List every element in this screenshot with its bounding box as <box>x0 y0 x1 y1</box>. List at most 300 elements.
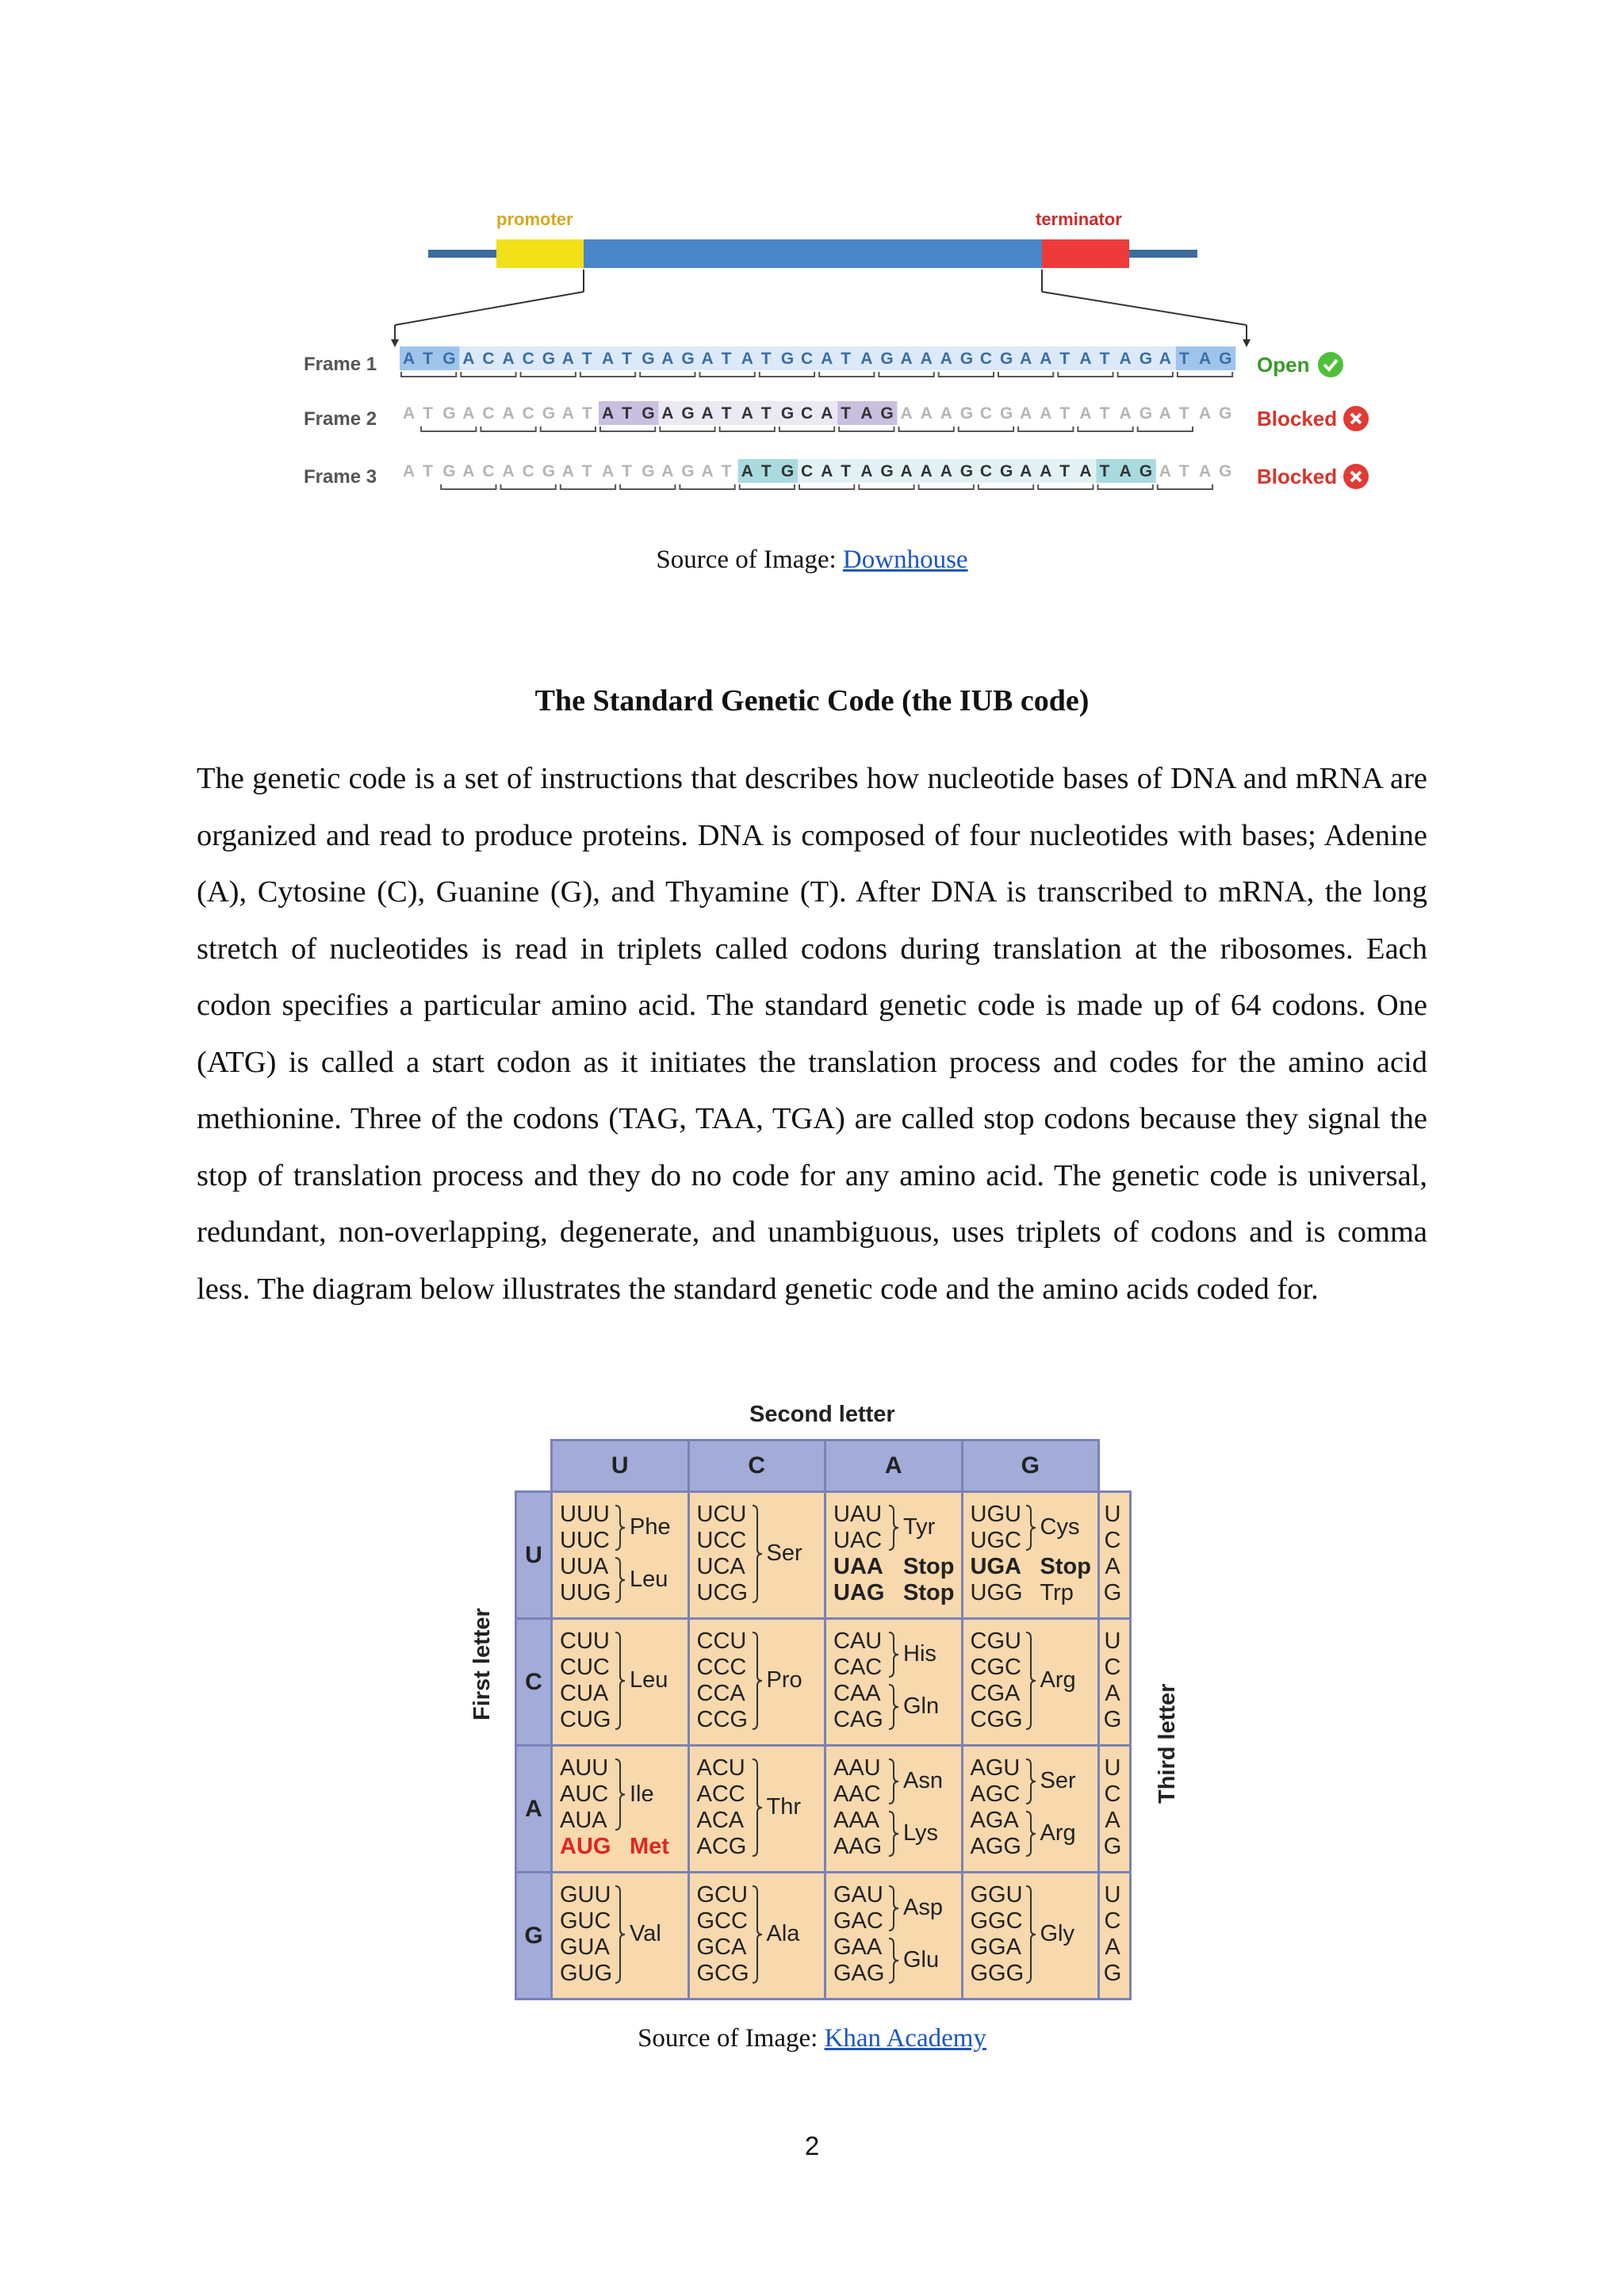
terminator-label: terminator <box>1036 209 1122 229</box>
codon-bracket <box>401 372 456 377</box>
nucleotide: C <box>482 462 495 480</box>
amino-acid-label: His <box>903 1641 936 1667</box>
nucleotide: A <box>661 350 674 368</box>
codon-bracket <box>501 484 556 489</box>
figure1-caption <box>0 545 1624 575</box>
nucleotide: A <box>1020 404 1032 423</box>
brace-icon <box>751 1632 767 1730</box>
nucleotide: A <box>403 404 416 423</box>
amino-acid-label: Stop <box>903 1554 955 1579</box>
nucleotide: G <box>959 462 974 480</box>
nucleotide: A <box>502 462 515 480</box>
page-number: 2 <box>804 2131 820 2160</box>
nucleotide: T <box>721 350 732 368</box>
nucleotide: C <box>522 462 534 480</box>
nucleotide: A <box>920 404 933 423</box>
codon-label: GGC <box>970 1908 1023 1934</box>
codon-label: CGA <box>970 1681 1021 1706</box>
nucleotide: C <box>482 404 495 423</box>
codon-label: CGC <box>970 1655 1021 1680</box>
amino-acid-label: Stop <box>903 1580 955 1605</box>
nucleotide: G <box>542 462 556 480</box>
codon-label: GUA <box>560 1934 610 1960</box>
nucleotide: T <box>622 350 632 368</box>
codon-label: GGA <box>970 1934 1021 1960</box>
nucleotide: A <box>1159 462 1171 480</box>
nucleotide: G <box>880 462 894 480</box>
amino-acid-label: Cys <box>1040 1514 1080 1540</box>
amino-acid-label: Lys <box>903 1820 939 1846</box>
nucleotide: G <box>642 404 655 423</box>
nucleotide: C <box>979 350 993 368</box>
amino-acid-label: Phe <box>630 1514 671 1540</box>
codon-label: CUA <box>560 1681 609 1706</box>
frame-2-status: Blocked <box>1257 407 1338 430</box>
codon-label: AUC <box>560 1781 609 1807</box>
codon-label: GAA <box>833 1934 883 1960</box>
third-letter-label: G <box>1103 1961 1122 1986</box>
nucleotide: A <box>403 462 416 480</box>
codon-label: CUG <box>560 1707 611 1732</box>
codon-label: AAA <box>833 1808 880 1833</box>
nucleotide: A <box>1119 462 1132 480</box>
nucleotide: G <box>1139 350 1153 368</box>
second-letter-label: Second letter <box>749 1402 895 1427</box>
nucleotide: A <box>860 350 873 368</box>
third-letter-label: U <box>1104 1882 1121 1908</box>
open-check-icon <box>1316 350 1348 382</box>
third-letter-label: A <box>1105 1681 1120 1706</box>
nucleotide: G <box>681 462 695 480</box>
nucleotide: A <box>403 350 416 368</box>
codon-bracket <box>1058 372 1113 377</box>
nucleotide: T <box>721 462 732 480</box>
codon-bracket <box>1118 372 1173 377</box>
codon-bracket <box>620 484 675 489</box>
codon-label: UCC <box>696 1528 747 1553</box>
nucleotide: G <box>642 350 655 368</box>
codon-label: UGC <box>970 1528 1021 1553</box>
brace-icon <box>614 1505 630 1551</box>
nucleotide: G <box>1139 404 1153 423</box>
nucleotide: T <box>622 462 632 480</box>
nucleotide: G <box>442 350 456 368</box>
codon-bracket <box>660 427 714 431</box>
codon-label: AAG <box>833 1834 883 1859</box>
codon-label: GUU <box>560 1882 611 1908</box>
amino-acid-label: Glu <box>903 1947 940 1973</box>
codon-label: CAG <box>833 1707 883 1732</box>
codon-bracket <box>959 427 1013 431</box>
codon-bracket <box>561 484 615 489</box>
nucleotide: G <box>1000 404 1013 423</box>
nucleotide: T <box>423 404 433 423</box>
codon-label: AAC <box>833 1781 881 1807</box>
first-letter-label: First letter <box>469 1608 495 1720</box>
nucleotide: A <box>1199 462 1212 480</box>
nucleotide: A <box>940 462 952 480</box>
codon-label: UAG <box>833 1580 885 1605</box>
nucleotide: A <box>502 350 515 368</box>
codon-label: UUC <box>560 1528 610 1553</box>
nucleotide: A <box>821 350 833 368</box>
second-letter-header: G <box>961 1439 1101 1493</box>
nucleotide: C <box>979 462 993 480</box>
brace-icon <box>887 1758 903 1804</box>
frame-2-label: Frame 2 <box>304 408 377 430</box>
nucleotide: G <box>959 404 974 423</box>
nucleotide: T <box>423 350 433 368</box>
nucleotide: T <box>622 404 632 423</box>
nucleotide: A <box>661 462 674 480</box>
nucleotide: A <box>860 462 873 480</box>
nucleotide: C <box>979 404 993 423</box>
nucleotide: T <box>1099 404 1110 423</box>
codon-label: GCG <box>696 1961 749 1986</box>
brace-icon <box>1025 1811 1040 1857</box>
nucleotide: T <box>841 350 852 368</box>
khan-academy-link[interactable]: Khan Academy <box>824 2024 986 2053</box>
codon-label: ACG <box>696 1834 747 1859</box>
brace-icon <box>887 1505 903 1551</box>
codon-bracket <box>640 372 695 377</box>
frame-3-status: Blocked <box>1257 465 1338 488</box>
brace-icon <box>1025 1632 1040 1730</box>
nucleotide: A <box>1079 462 1092 480</box>
amino-acid-label: Gly <box>1040 1921 1074 1946</box>
nucleotide: T <box>1099 462 1110 480</box>
amino-acid-label: Leu <box>630 1667 668 1693</box>
nucleotide: A <box>701 404 714 423</box>
nucleotide: T <box>1178 404 1189 423</box>
amino-acid-label: Ile <box>630 1781 654 1807</box>
nucleotide: A <box>462 462 475 480</box>
brace-icon <box>1025 1885 1040 1984</box>
third-letter-label: C <box>1104 1908 1121 1934</box>
codon-bracket <box>1038 484 1093 489</box>
codon-label: CCU <box>696 1628 747 1654</box>
nucleotide: A <box>1199 350 1212 368</box>
codon-bracket <box>879 372 933 377</box>
amino-acid-label: Ser <box>766 1540 802 1566</box>
codon-bracket <box>799 484 854 489</box>
brace-icon <box>614 1885 630 1984</box>
codon-label: AUA <box>560 1808 607 1833</box>
caption-prefix: Source of Image: <box>638 2024 825 2053</box>
nucleotide: T <box>841 404 852 423</box>
codon-label: AUG <box>560 1834 611 1859</box>
nucleotide: G <box>681 350 695 368</box>
first-letter-header: A <box>515 1744 553 1873</box>
third-letter-label: C <box>1104 1781 1121 1807</box>
codon-bracket <box>521 372 576 377</box>
nucleotide: A <box>701 350 714 368</box>
promoter-region <box>496 239 584 268</box>
amino-acid-label: Arg <box>1040 1667 1076 1693</box>
nucleotide: A <box>1040 350 1052 368</box>
codon-label: AGA <box>970 1808 1019 1833</box>
codon-bracket <box>1018 427 1073 431</box>
nucleotide: A <box>602 462 615 480</box>
codon-bracket <box>441 484 496 489</box>
nucleotide: T <box>1059 462 1071 480</box>
codon-label: CCG <box>696 1707 748 1732</box>
codon-bracket <box>839 427 894 431</box>
promoter-label: promoter <box>496 209 573 229</box>
codon-label: CCA <box>696 1681 745 1706</box>
nucleotide: C <box>522 404 534 423</box>
codon-label: UCG <box>696 1580 748 1605</box>
brace-icon <box>614 1632 630 1730</box>
codon-label: CCC <box>696 1655 747 1680</box>
nucleotide: G <box>1219 350 1232 368</box>
terminator-region <box>1042 239 1129 268</box>
codon-bracket <box>899 427 954 431</box>
brace-icon <box>887 1632 903 1678</box>
third-letter-label: G <box>1103 1580 1122 1605</box>
nucleotide: A <box>940 404 952 423</box>
codon-label: AGG <box>970 1834 1021 1859</box>
nucleotide: A <box>1159 350 1171 368</box>
codon-label: GUG <box>560 1961 613 1986</box>
codon-bracket <box>1078 427 1132 431</box>
nucleotide: G <box>1000 462 1013 480</box>
nucleotide: G <box>880 350 894 368</box>
gene-diagram <box>0 0 1624 555</box>
nucleotide: T <box>1059 350 1071 368</box>
codon-label: GCA <box>696 1934 747 1960</box>
codon-bracket <box>1138 427 1193 431</box>
codon-label: UGA <box>970 1554 1021 1579</box>
section-title: The Standard Genetic Code (the IUB code) <box>534 684 1090 718</box>
codon-bracket <box>819 372 874 377</box>
nucleotide: C <box>522 350 534 368</box>
amino-acid-label: Ala <box>766 1921 800 1946</box>
nucleotide: G <box>442 404 456 423</box>
nucleotide: C <box>801 404 814 423</box>
codon-bracket <box>760 372 814 377</box>
brace-icon <box>614 1557 630 1603</box>
codon-bracket <box>421 427 476 431</box>
nucleotide: A <box>860 404 873 423</box>
nucleotide: G <box>681 404 695 423</box>
codon-bracket <box>680 484 734 489</box>
amino-acid-label: Asp <box>903 1895 943 1920</box>
amino-acid-label: Tyr <box>903 1514 936 1540</box>
amino-acid-label: Thr <box>766 1794 801 1820</box>
nucleotide: A <box>940 350 952 368</box>
nucleotide: A <box>502 404 515 423</box>
third-letter-label: A <box>1105 1554 1120 1579</box>
third-letter-label: U <box>1104 1755 1121 1781</box>
codon-label: UGU <box>970 1502 1021 1527</box>
codon-bracket <box>779 427 834 431</box>
frame-1-status: Open <box>1257 353 1310 377</box>
nucleotide: A <box>1119 350 1132 368</box>
codon-label: ACA <box>696 1808 745 1833</box>
codon-label: CAA <box>833 1681 881 1706</box>
body-paragraph: The genetic code is a set of instructions that describes how nucleotide bases of DNA and mRNA are organized and read to produce proteins. DNA is composed of four nucleotides with bases; Adenine (A), Cytosine (C), Guanine (G), and Thyamine (T). After DNA is transcribed to mRNA, the long stretch of nucleotides is read in triplets called codons during translation at the ribosomes. Each codon specifies a particular amino acid. The standard genetic code is made up of 64 codons. One (ATG) is called a start codon as it initiates the translation process and codes for the amino acid methionine. Three of the codons (TAG, TAA, TGA) are called stop codons because they signal the stop of translation process and they do no code for any amino acid. The genetic code is universal, redundant, non-overlapping, degenerate, and unambiguous, uses triplets of codons and is comma less. The diagram below illustrates the standard genetic code and the amino acids coded for. <box>197 762 1427 1306</box>
coding-region <box>584 239 1042 268</box>
codon-label: UUA <box>560 1554 609 1579</box>
nucleotide: G <box>542 404 556 423</box>
nucleotide: G <box>780 350 795 368</box>
codon-label: UAA <box>833 1554 883 1579</box>
codon-label: CAU <box>833 1628 883 1654</box>
codon-bracket <box>481 427 535 431</box>
frame-1-label: Frame 1 <box>304 354 377 375</box>
nucleotide: T <box>760 462 772 480</box>
nucleotide: A <box>1159 404 1171 423</box>
nucleotide: T <box>721 404 732 423</box>
codon-bracket <box>700 372 755 377</box>
codon-label: AGC <box>970 1781 1021 1807</box>
nucleotide: G <box>880 404 894 423</box>
codon-label: GUC <box>560 1908 611 1934</box>
amino-acid-label: Met <box>630 1834 669 1859</box>
blocked-x-icon <box>1342 462 1373 494</box>
nucleotide: C <box>801 462 814 480</box>
nucleotide: A <box>1040 404 1052 423</box>
nucleotide: T <box>423 462 433 480</box>
codon-label: CGG <box>970 1707 1023 1732</box>
codon-label: UUG <box>560 1580 611 1605</box>
third-letter-label: C <box>1104 1655 1121 1680</box>
nucleotide: G <box>1139 462 1153 480</box>
nucleotide: A <box>1199 404 1212 423</box>
nucleotide: G <box>780 462 795 480</box>
third-letter-label: U <box>1104 1502 1121 1527</box>
second-letter-header: U <box>550 1439 690 1493</box>
nucleotide: A <box>602 404 615 423</box>
nucleotide: A <box>602 350 615 368</box>
third-letter-label: A <box>1105 1934 1120 1960</box>
second-letter-header: C <box>688 1439 827 1493</box>
codon-bracket <box>740 484 795 489</box>
codon-label: UUU <box>560 1502 610 1527</box>
codon-label: AGU <box>970 1755 1021 1781</box>
codon-bracket <box>859 484 914 489</box>
codon-label: UCU <box>696 1502 747 1527</box>
nucleotide: G <box>642 462 655 480</box>
nucleotide: G <box>1219 404 1232 423</box>
nucleotide: T <box>760 404 772 423</box>
codon-bracket <box>1098 484 1153 489</box>
nucleotide: G <box>442 462 456 480</box>
nucleotide: A <box>701 462 714 480</box>
brace-icon <box>751 1758 767 1857</box>
codon-bracket <box>541 427 596 431</box>
codon-bracket <box>998 372 1053 377</box>
codon-label: CGU <box>970 1628 1021 1654</box>
first-letter-header: G <box>515 1871 553 2000</box>
nucleotide: T <box>760 350 772 368</box>
codon-label: UAU <box>833 1502 883 1527</box>
codon-bracket <box>1158 484 1212 489</box>
nucleotide: C <box>482 350 495 368</box>
amino-acid-label: Arg <box>1040 1820 1076 1846</box>
third-letter-label: G <box>1103 1707 1122 1732</box>
nucleotide: T <box>1178 462 1189 480</box>
nucleotide: G <box>1219 462 1232 480</box>
nucleotide: A <box>900 350 913 368</box>
codon-bracket <box>1178 372 1232 377</box>
codon-label: UCA <box>696 1554 745 1579</box>
codon-bracket <box>919 484 974 489</box>
third-letter-label: A <box>1105 1808 1120 1833</box>
codon-bracket <box>461 372 515 377</box>
brace-icon <box>614 1758 630 1831</box>
codon-label: ACU <box>696 1755 745 1781</box>
nucleotide: A <box>1079 350 1092 368</box>
nucleotide: T <box>841 462 852 480</box>
codon-label: GAC <box>833 1908 883 1934</box>
blocked-x-icon <box>1342 404 1373 436</box>
codon-label: GCC <box>696 1908 748 1934</box>
third-letter-label: U <box>1104 1628 1121 1654</box>
brace-icon <box>1025 1505 1040 1551</box>
amino-acid-label: Asn <box>903 1768 943 1793</box>
nucleotide: A <box>920 350 933 368</box>
nucleotide: A <box>561 350 574 368</box>
codon-label: GGG <box>970 1961 1025 1986</box>
nucleotide: A <box>741 404 753 423</box>
nucleotide: A <box>920 462 933 480</box>
nucleotide: A <box>741 462 753 480</box>
nucleotide: A <box>462 404 475 423</box>
nucleotide: T <box>1059 404 1071 423</box>
brace-icon <box>887 1811 903 1857</box>
codon-label: GAU <box>833 1882 883 1908</box>
first-letter-header: C <box>515 1617 553 1747</box>
nucleotide: G <box>959 350 974 368</box>
codon-label: UAC <box>833 1528 883 1553</box>
codon-label: GGU <box>970 1882 1023 1908</box>
codon-label: ACC <box>696 1781 745 1807</box>
nucleotide: G <box>780 404 795 423</box>
nucleotide: G <box>1000 350 1013 368</box>
frame-3-label: Frame 3 <box>304 466 377 488</box>
brace-icon <box>751 1505 767 1603</box>
nucleotide: T <box>581 404 592 423</box>
nucleotide: T <box>1099 350 1110 368</box>
codon-bracket <box>600 427 655 431</box>
first-letter-header: U <box>515 1490 553 1620</box>
nucleotide: A <box>661 404 674 423</box>
nucleotide: A <box>462 350 475 368</box>
nucleotide: G <box>542 350 556 368</box>
nucleotide: A <box>741 350 753 368</box>
brace-icon <box>751 1885 767 1984</box>
nucleotide: A <box>561 462 574 480</box>
nucleotide: A <box>561 404 574 423</box>
amino-acid-label: Leu <box>630 1567 668 1592</box>
brace-icon <box>887 1885 903 1931</box>
codon-label: GAG <box>833 1961 885 1986</box>
amino-acid-label: Val <box>630 1921 661 1946</box>
downhouse-link[interactable]: Downhouse <box>842 545 968 574</box>
codon-bracket <box>939 372 994 377</box>
codon-label: CUC <box>560 1655 610 1680</box>
codon-label: AUU <box>560 1755 609 1781</box>
nucleotide: A <box>1119 404 1132 423</box>
nucleotide: T <box>581 462 592 480</box>
third-letter-label: Third letter <box>1155 1683 1180 1804</box>
nucleotide: A <box>821 462 833 480</box>
amino-acid-label: Gln <box>903 1693 940 1719</box>
codon-bracket <box>979 484 1033 489</box>
nucleotide: A <box>1020 350 1032 368</box>
